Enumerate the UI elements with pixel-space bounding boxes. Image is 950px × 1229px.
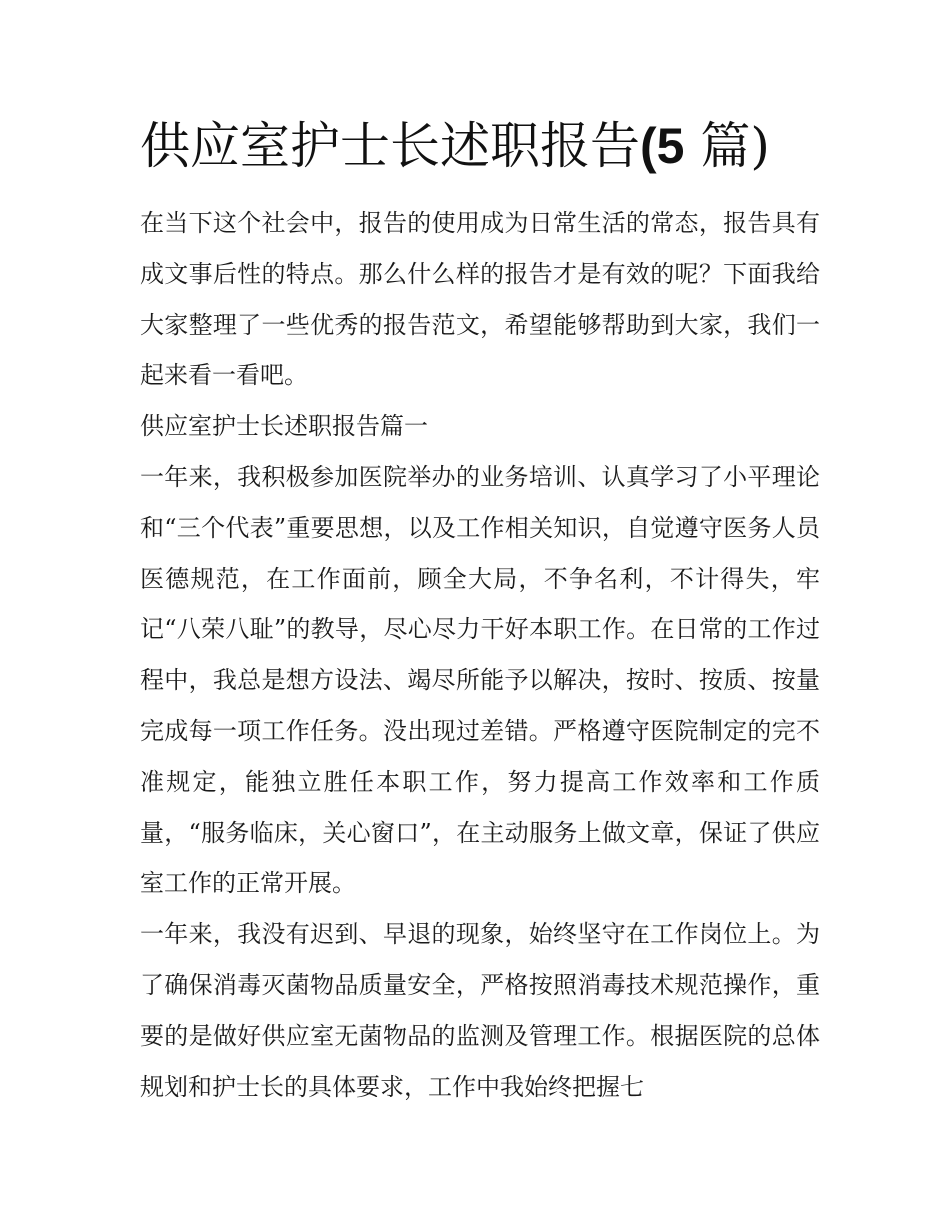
intro-paragraph: 在当下这个社会中，报告的使用成为日常生活的常态，报告具有成文事后性的特点。那么什么样的报告才是有效的呢？下面我给大家整理了一些优秀的报告范文，希望能够帮助到大家，我们一起来看一看吧。 bbox=[140, 209, 820, 390]
title-text: 供应室护士长述职报告 bbox=[140, 117, 640, 175]
title-count: (5 bbox=[640, 118, 685, 174]
title-suffix: 篇) bbox=[700, 117, 770, 175]
section-heading: 供应室护士长述职报告篇一 bbox=[140, 412, 428, 441]
body-paragraph: 一年来，我积极参加医院举办的业务培训、认真学习了小平理论和“三个代表”重要思想，以及工作相关知识，自觉遵守医务人员医德规范，在工作面前，顾全大局，不争名利，不计得失，牢记“八荣八耻”的教导，尽心尽力干好本职工作。在日常的工作过程中，我总是想方设法、竭尽所能予以解决，按时、按质、按量完成每一项工作任务。没出现过差错。严格遵守医院制定的完不准规定，能独立胜任本职工作，努力提高工作效率和工作质量，“服务临床，关心窗口”，在主动服务上做文章，保证了供应室工作的正常开展。 bbox=[140, 462, 820, 898]
document-title bbox=[140, 114, 860, 178]
body-paragraph: 一年来，我没有迟到、早退的现象，始终坚守在工作岗位上。为了确保消毒灭菌物品质量安全，严格按照消毒技术规范操作，重要的是做好供应室无菌物品的监测及管理工作。根据医院的总体规划和护士长的具体要求，工作中我始终把握七 bbox=[140, 920, 820, 1101]
document-body bbox=[140, 198, 820, 1112]
